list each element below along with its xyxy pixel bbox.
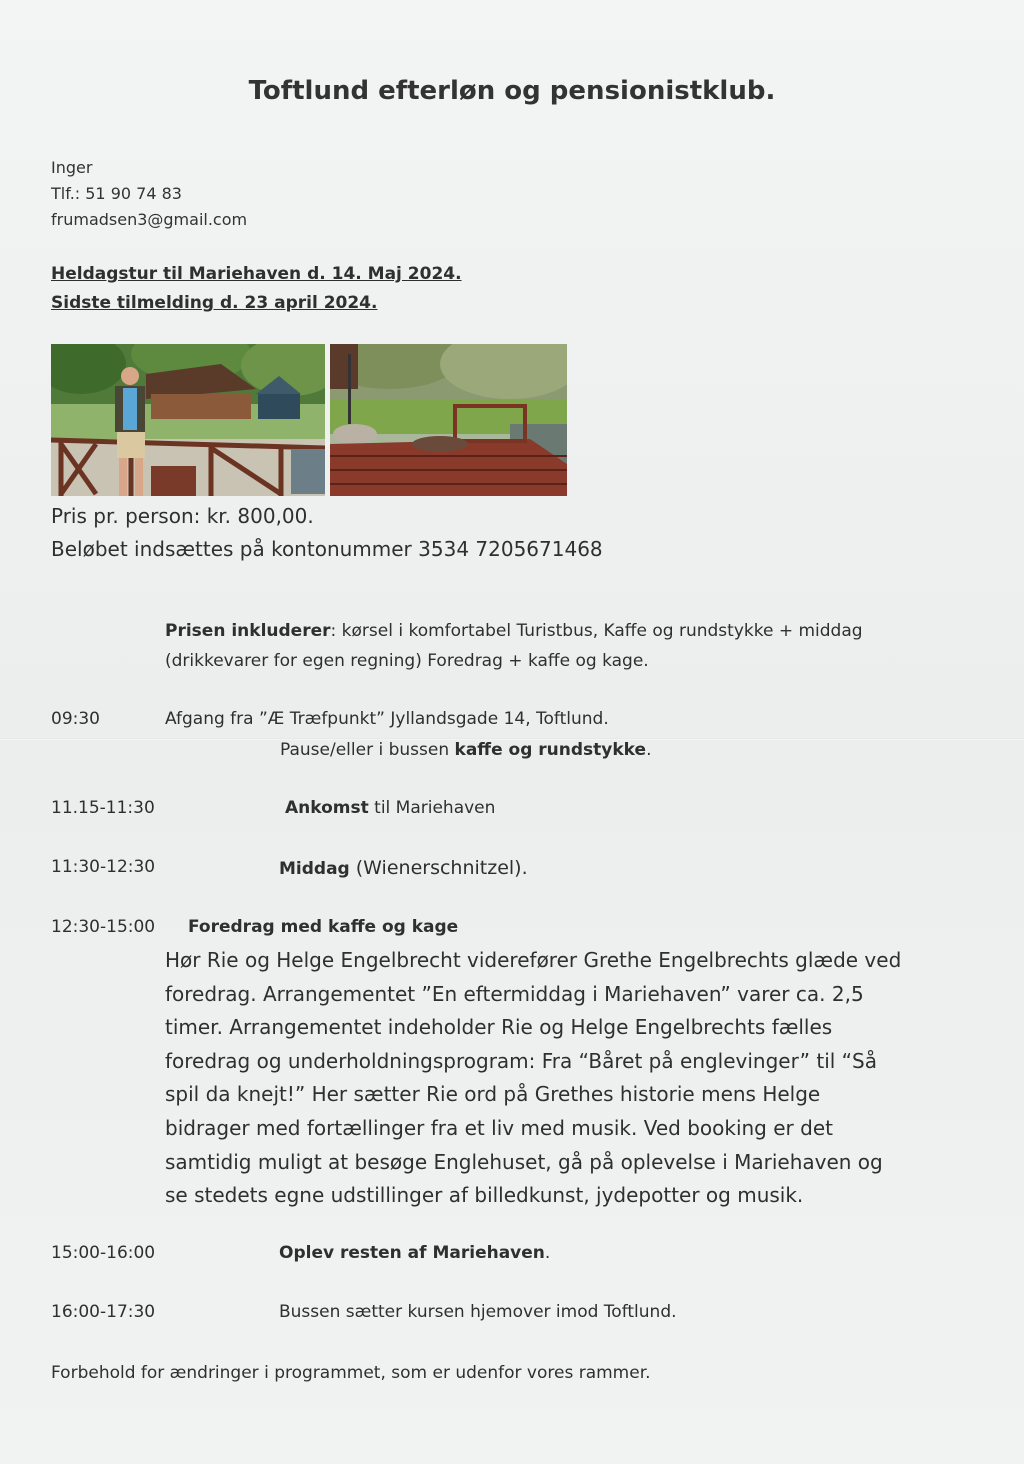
schedule-time: 09:30 xyxy=(51,709,100,729)
includes-label: Prisen inkluderer xyxy=(165,621,331,641)
price-per-person: Pris pr. person: kr. 800,00. xyxy=(51,504,314,528)
contact-phone: Tlf.: 51 90 74 83 xyxy=(51,184,182,203)
includes-text-2: (drikkevarer for egen regning) Foredrag + kaffe og kage. xyxy=(165,651,649,671)
schedule-text: til Mariehaven xyxy=(368,798,496,818)
description-line: foredrag og underholdningsprogram: Fra “Båret på englevinger” til “Så xyxy=(165,1048,877,1073)
includes-line-1 xyxy=(165,621,863,641)
schedule-entry xyxy=(285,798,495,818)
registration-deadline: Sidste tilmelding d. 23 april 2024. xyxy=(51,293,378,313)
schedule-text: . xyxy=(544,1243,551,1263)
includes-text-1: : kørsel i komfortabel Turistbus, Kaffe og rundstykke + middag xyxy=(330,621,863,641)
description-line: bidrager med fortællinger fra et liv med musik. Ved booking er det xyxy=(165,1115,833,1140)
schedule-time: 11.15-11:30 xyxy=(51,798,155,818)
trip-heading: Heldagstur til Mariehaven d. 14. Maj 2024. xyxy=(51,264,462,284)
description-line: spil da knejt!” Her sætter Rie ord på Grethes historie mens Helge xyxy=(165,1082,821,1107)
footer-disclaimer: Forbehold for ændringer i programmet, som er udenfor vores rammer. xyxy=(51,1363,651,1383)
description-line: se stedets egne udstillinger af billedkunst, jydepotter og musik. xyxy=(165,1183,804,1208)
schedule-text: (Wienerschnitzel). xyxy=(349,857,528,879)
schedule-entry xyxy=(279,857,528,879)
description-line: samtidig muligt at besøge Englehuset, gå på oplevelse i Mariehaven og xyxy=(165,1149,883,1174)
schedule-bold: Oplev resten af Mariehaven xyxy=(279,1243,545,1263)
description-line: timer. Arrangementet indeholder Rie og Helge Engelbrechts fælles xyxy=(165,1015,833,1040)
schedule-subtext-suffix: . xyxy=(646,740,652,760)
schedule-bold: Foredrag med kaffe og kage xyxy=(188,917,459,937)
account-number: Beløbet indsættes på kontonummer 3534 7205671468 xyxy=(51,537,603,561)
schedule-entry xyxy=(279,1243,550,1263)
document-title: Toftlund efterløn og pensionistklub. xyxy=(248,76,776,106)
description-line: foredrag. Arrangementet ”En eftermiddag i Mariehaven” varer ca. 2,5 xyxy=(165,981,864,1006)
description-line: Hør Rie og Helge Engelbrecht viderefører Grethe Engelbrechts glæde ved xyxy=(165,948,902,972)
contact-email: frumadsen3@gmail.com xyxy=(51,210,248,229)
schedule-time: 11:30-12:30 xyxy=(51,857,156,877)
schedule-time: 16:00-17:30 xyxy=(51,1302,156,1322)
schedule-subtext-bold: kaffe og rundstykke xyxy=(454,740,647,760)
schedule-subtext xyxy=(280,740,651,760)
schedule-subtext-prefix: Pause/eller i bussen xyxy=(280,740,455,760)
contact-name: Inger xyxy=(51,158,93,177)
schedule-bold: Middag xyxy=(279,859,350,879)
schedule-time: 15:00-16:00 xyxy=(51,1243,156,1263)
schedule-bold: Ankomst xyxy=(285,798,369,818)
schedule-text: Bussen sætter kursen hjemover imod Toftlund. xyxy=(279,1302,677,1322)
photo-garden-deck xyxy=(330,344,567,496)
event-description xyxy=(165,944,985,1213)
photo-man-on-terrace xyxy=(51,344,325,496)
schedule-time: 12:30-15:00 xyxy=(51,917,156,937)
schedule-text: Afgang fra ”Æ Træfpunkt” Jyllandsgade 14, Toftlund. xyxy=(165,709,609,729)
